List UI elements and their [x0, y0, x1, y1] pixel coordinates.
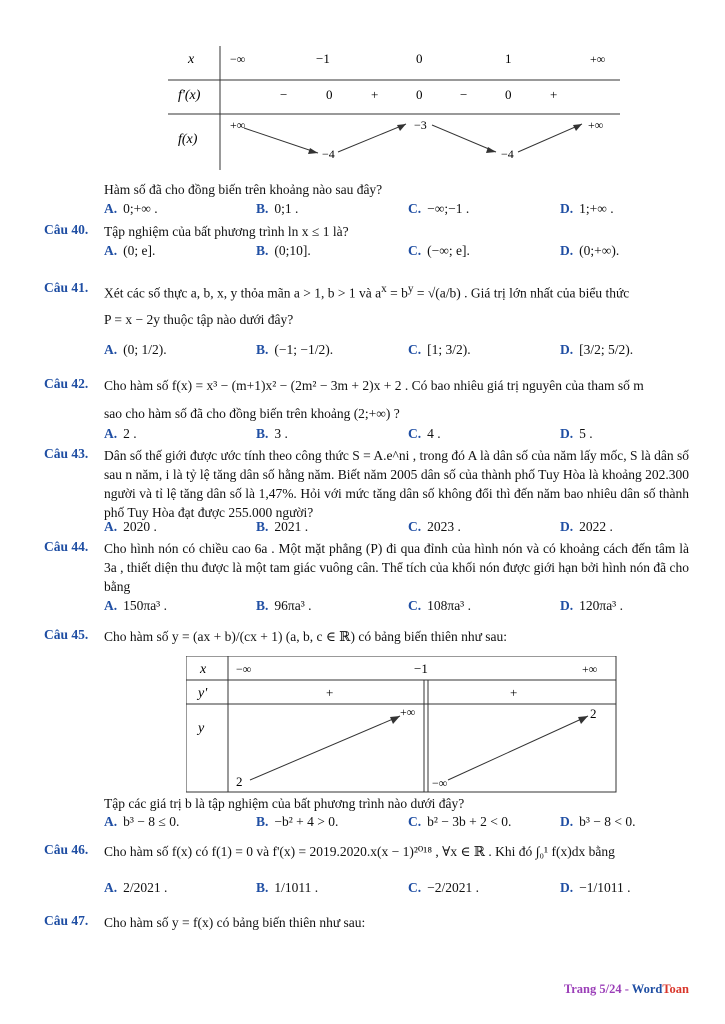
q41-answers — [104, 342, 689, 362]
footer-page: Trang 5/24 - — [563, 982, 632, 996]
t1-x2: 0 — [416, 51, 423, 66]
q46-answer-b[interactable]: B. 1/1011 . — [256, 880, 319, 895]
t2-x2: +∞ — [582, 662, 598, 676]
t1-s2: + — [371, 87, 379, 102]
q44-answer-a[interactable]: A. 150πa³ . — [104, 598, 167, 613]
q40-text: Tập nghiệm của bất phương trình ln x ≤ 1 là? — [104, 224, 349, 239]
t1-f2: −3 — [414, 118, 427, 132]
page-footer — [564, 982, 689, 997]
q43-answer-d[interactable]: D. 2022 . — [560, 519, 613, 534]
q42-answer-c[interactable]: C. 4 . — [408, 426, 441, 441]
q42-label: Câu 42. — [44, 376, 89, 391]
t2-s1: + — [510, 685, 518, 700]
t1-x3: 1 — [505, 51, 512, 66]
t1-f1: −4 — [322, 147, 335, 161]
t2-yp-label: y' — [198, 686, 208, 701]
t2-x-label: x — [200, 662, 207, 677]
q45-answer-c[interactable]: C. b² − 3b + 2 < 0. — [408, 814, 512, 829]
t2-x0: −∞ — [236, 662, 252, 676]
q42-answers — [104, 426, 689, 446]
t1-fp-label: f'(x) — [178, 88, 201, 103]
t2-y0: 2 — [236, 774, 243, 789]
t1-x4: +∞ — [590, 52, 606, 66]
t2-arrow-1 — [250, 716, 400, 780]
q39-answer-a[interactable]: A. 0;+∞ . — [104, 201, 158, 216]
t1-s1: 0 — [326, 87, 333, 102]
variation-table-1 — [168, 42, 628, 172]
q46-label: Câu 46. — [44, 842, 89, 857]
q44-answer-d[interactable]: D. 120πa³ . — [560, 598, 623, 613]
q43-label: Câu 43. — [44, 446, 89, 461]
t1-s5: 0 — [505, 87, 512, 102]
t1-s4: − — [460, 87, 468, 102]
q44-label: Câu 44. — [44, 539, 89, 554]
t1-f4: +∞ — [588, 118, 604, 132]
q40-answer-b[interactable]: B. (0;10]. — [256, 243, 311, 258]
q43-answer-a[interactable]: A. 2020 . — [104, 519, 157, 534]
q46-text: Cho hàm số f(x) có f(1) = 0 và f'(x) = 2019.2020.x(x − 1)²⁰¹⁸ , ∀x ∈ ℝ . Khi đó ∫₀¹ f(x)dx bằng — [104, 844, 615, 859]
t2-y3: 2 — [590, 706, 597, 721]
q43-answer-c[interactable]: C. 2023 . — [408, 519, 461, 534]
q44-answer-c[interactable]: C. 108πa³ . — [408, 598, 471, 613]
t2-x1: −1 — [414, 661, 428, 676]
t1-x-label: x — [188, 52, 195, 67]
q39-text: Hàm số đã cho đồng biến trên khoảng nào sau đây? — [104, 182, 383, 197]
t1-s6: + — [550, 87, 558, 102]
q40-answer-d[interactable]: D. (0;+∞). — [560, 243, 620, 258]
q41-text-1: Xét các số thực a, b, x, y thỏa mãn a > 1, b > 1 và $a^x = b^y = √(a/b)$ . Giá trị lớn nhất của biểu thức — [104, 283, 630, 301]
t1-arrow-4 — [518, 124, 582, 152]
q40-answer-a[interactable]: A. (0; e]. — [104, 243, 156, 258]
q44-answers — [104, 598, 689, 618]
t1-f3: −4 — [501, 147, 514, 161]
q45-answer-a[interactable]: A. b³ − 8 ≤ 0. — [104, 814, 180, 829]
t1-s3: 0 — [416, 87, 423, 102]
t1-f-label: f(x) — [178, 132, 198, 147]
q45-text-2: Tập các giá trị b là tập nghiệm của bất phương trình nào dưới đây? — [104, 796, 465, 811]
t1-arrow-1 — [244, 128, 318, 153]
q43-answers — [104, 519, 689, 539]
t2-arrow-2 — [448, 716, 588, 780]
q45-text: Cho hàm số y = (ax + b)/(cx + 1) (a, b, c ∈ ℝ) có bảng biến thiên như sau: — [104, 629, 508, 644]
q42-text-1: Cho hàm số f(x) = x³ − (m+1)x² − (2m² − 3m + 2)x + 2 . Có bao nhiêu giá trị nguyên của tham số m — [104, 378, 644, 393]
t1-x1: −1 — [316, 51, 330, 66]
q44-answer-b[interactable]: B. 96πa³ . — [256, 598, 312, 613]
q39-answer-b[interactable]: B. 0;1 . — [256, 201, 299, 216]
variation-table-2 — [186, 656, 618, 794]
t1-arrow-3 — [432, 125, 496, 152]
q46-answers — [104, 880, 689, 900]
q39-answers — [104, 201, 689, 221]
q40-label: Câu 40. — [44, 222, 89, 237]
q47-text: Cho hàm số y = f(x) có bảng biến thiên như sau: — [104, 915, 366, 930]
t1-s0: − — [280, 87, 288, 102]
q43-text: Dân số thế giới được ước tính theo công thức S = A.e^ni , trong đó A là dân số của năm lấy mốc, S là dân số sau n năm, i là tỷ lệ tăng dân số hằng năm. Biết năm 2005 dân số của thành phố Tuy Hòa là khoảng 202.300 người và tỉ lệ tăng dân số là 1,47%. Hỏi với mức tăng dân số không đổi thì đến năm bao nhiêu dân số thành phố Tuy Hòa đạt được 255.000 người? — [104, 448, 689, 520]
t1-x0: −∞ — [230, 52, 246, 66]
t1-f0: +∞ — [230, 118, 246, 132]
q42-text-2: sao cho hàm số đã cho đồng biến trên khoảng (2;+∞) ? — [104, 406, 400, 421]
q41-label: Câu 41. — [44, 280, 89, 295]
q42-answer-d[interactable]: D. 5 . — [560, 426, 593, 441]
q41-text-2: P = x − 2y thuộc tập nào dưới đây? — [104, 312, 294, 327]
q40-answer-c[interactable]: C. (−∞; e]. — [408, 243, 470, 258]
q46-answer-d[interactable]: D. −1/1011 . — [560, 880, 631, 895]
q45-answers — [104, 814, 689, 834]
q41-answer-c[interactable]: C. [1; 3/2). — [408, 342, 471, 357]
q43-answer-b[interactable]: B. 2021 . — [256, 519, 309, 534]
footer-word: Word — [631, 982, 663, 996]
t1-arrow-2 — [338, 124, 406, 152]
q46-answer-c[interactable]: C. −2/2021 . — [408, 880, 479, 895]
q45-label: Câu 45. — [44, 627, 89, 642]
q41-answer-d[interactable]: D. [3/2; 5/2). — [560, 342, 634, 357]
q45-answer-d[interactable]: D. b³ − 8 < 0. — [560, 814, 636, 829]
q39-answer-c[interactable]: C. −∞;−1 . — [408, 201, 470, 216]
footer-toan: Toan — [662, 982, 689, 996]
q47-label: Câu 47. — [44, 913, 89, 928]
q42-answer-b[interactable]: B. 3 . — [256, 426, 288, 441]
q40-answers — [104, 243, 689, 263]
q41-answer-a[interactable]: A. (0; 1/2). — [104, 342, 167, 357]
q44-text: Cho hình nón có chiều cao 6a . Một mặt phẳng (P) đi qua đỉnh của hình nón và có khoảng cách đến tâm là 3a , thiết diện thu được là một tam giác vuông cân. Thể tích của khối nón được giới hạn bởi hình nón đã cho bằng — [104, 541, 689, 594]
t2-s0: + — [326, 685, 334, 700]
t2-y1: +∞ — [400, 705, 416, 719]
t2-y-label: y — [198, 721, 205, 736]
q39-answer-d[interactable]: D. 1;+∞ . — [560, 201, 614, 216]
q42-answer-a[interactable]: A. 2 . — [104, 426, 137, 441]
q45-answer-b[interactable]: B. −b² + 4 > 0. — [256, 814, 339, 829]
t2-y2: −∞ — [432, 776, 448, 790]
q46-answer-a[interactable]: A. 2/2021 . — [104, 880, 168, 895]
q41-answer-b[interactable]: B. (−1; −1/2). — [256, 342, 334, 357]
